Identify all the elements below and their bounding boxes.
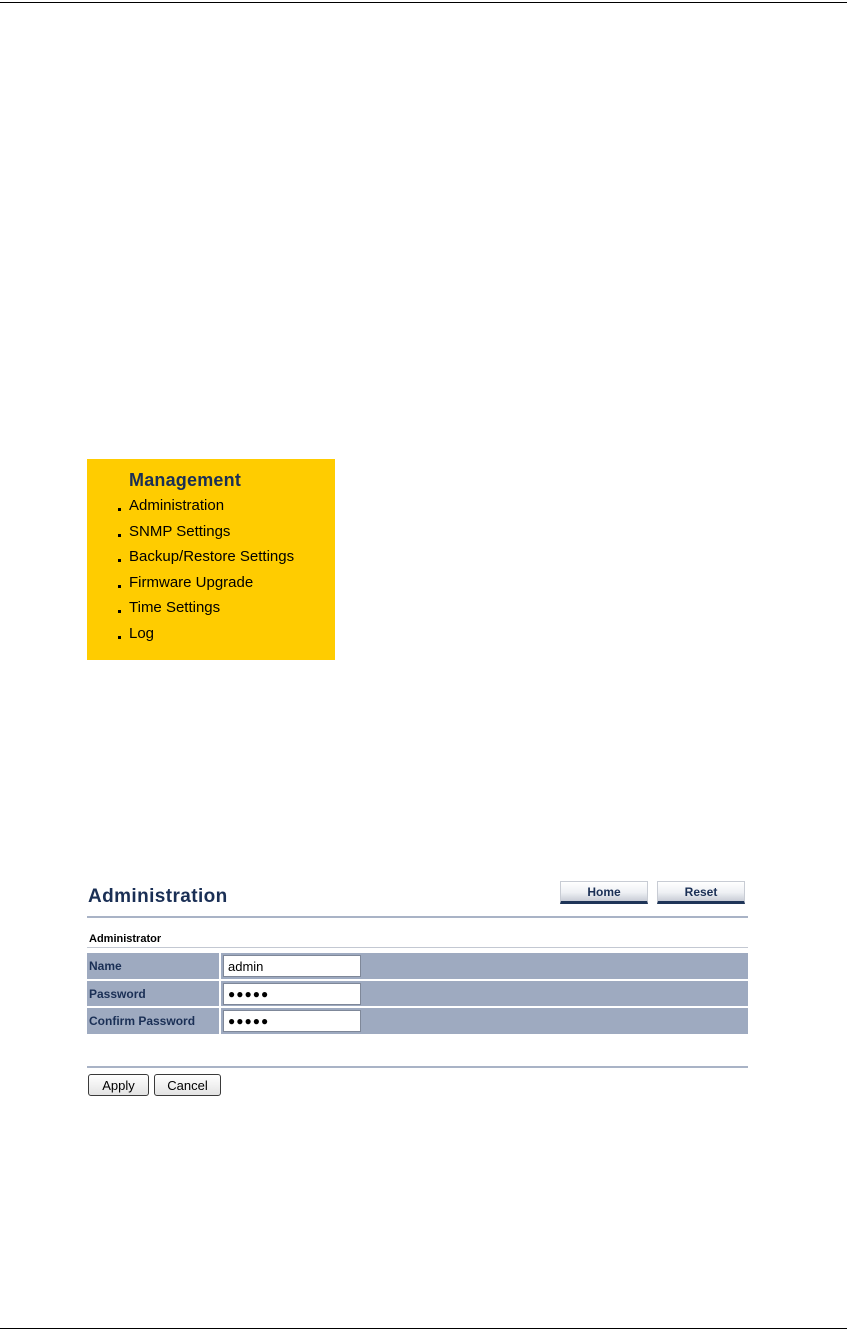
section-label: Administrator (89, 933, 162, 945)
password-label: Password (87, 980, 220, 1007)
menu-item-label: Backup/Restore Settings (129, 548, 295, 565)
name-row (87, 953, 748, 980)
confirm-password-input[interactable] (223, 1010, 361, 1032)
bullet-icon (118, 534, 121, 537)
password-row (87, 980, 748, 1007)
name-cell (220, 953, 748, 980)
menu-item-label: Time Settings (129, 599, 221, 616)
name-label: Name (87, 953, 220, 980)
menu-item-snmp-settings[interactable] (87, 519, 335, 545)
page-title: Administration (88, 886, 228, 907)
confirm-password-cell (220, 1007, 748, 1034)
page-bottom-rule (0, 1328, 847, 1329)
password-cell (220, 980, 748, 1007)
menu-title: Management (129, 470, 242, 490)
bullet-icon (118, 559, 121, 562)
confirm-password-row (87, 1007, 748, 1034)
bullet-icon (118, 636, 121, 639)
menu-item-firmware-upgrade[interactable] (87, 570, 335, 596)
menu-item-backup-restore-settings[interactable] (87, 544, 335, 570)
name-input[interactable] (223, 955, 361, 977)
administrator-form (87, 953, 748, 1034)
password-input[interactable] (223, 983, 361, 1005)
menu-item-label: Firmware Upgrade (129, 573, 254, 591)
apply-button[interactable]: Apply (88, 1074, 149, 1096)
menu-item-label: SNMP Settings (129, 522, 231, 540)
cancel-button[interactable]: Cancel (154, 1074, 221, 1096)
confirm-password-label: Confirm Password (87, 1007, 220, 1034)
home-button[interactable]: Home (560, 881, 648, 904)
page-top-rule (0, 2, 847, 3)
menu-item-administration[interactable] (87, 493, 335, 519)
menu-item-label: Administration (129, 497, 225, 514)
bullet-icon (118, 610, 121, 613)
management-menu (87, 459, 335, 660)
footer-divider (87, 1066, 748, 1068)
reset-button[interactable]: Reset (657, 881, 745, 904)
menu-list (87, 493, 335, 646)
bullet-icon (118, 508, 121, 511)
menu-item-label: Log (129, 624, 155, 642)
bullet-icon (118, 585, 121, 588)
section-divider (87, 947, 748, 948)
menu-item-time-settings[interactable] (87, 595, 335, 621)
title-divider (87, 916, 748, 918)
menu-item-log[interactable] (87, 621, 335, 647)
